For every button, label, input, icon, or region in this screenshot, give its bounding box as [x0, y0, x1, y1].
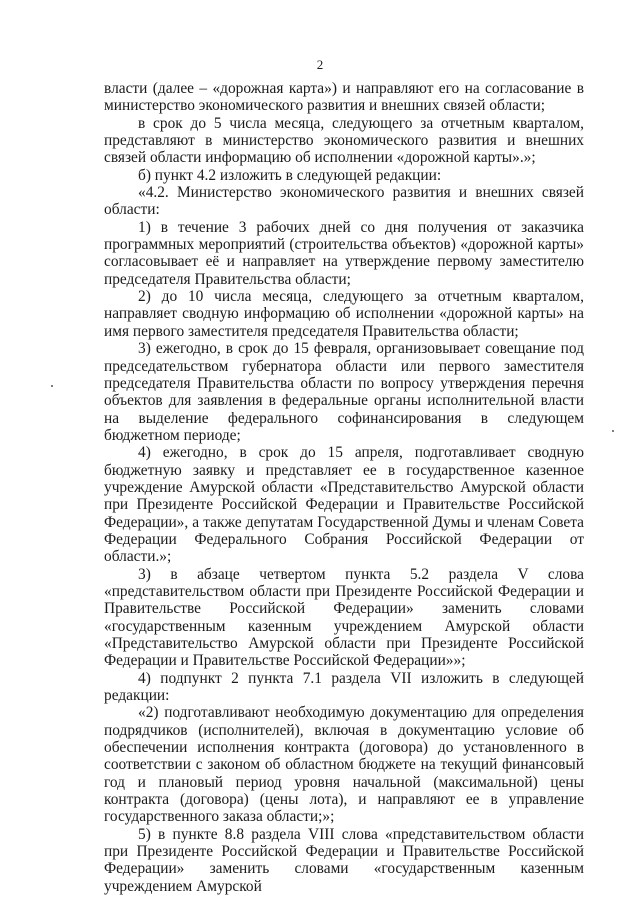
paragraph: 4) подпункт 2 пункта 7.1 раздела VII изложить в следующей редакции:: [104, 669, 584, 705]
paragraph: 5) в пункте 8.8 раздела VIII слова «представительством области при Президенте Российской Федерации и Правительстве Российской Федерации» заменить словами «государственным казенным учреждением Амурской: [104, 825, 584, 895]
paragraph: в срок до 5 числа месяца, следующего за отчетным кварталом, представляют в министерство экономического развития и внешних связей области информацию об исполнении «дорожной карты».»;: [104, 114, 584, 167]
scan-speck: [51, 385, 53, 387]
paragraph: 1) в течение 3 рабочих дней со дня получения от заказчика программных мероприятий (строительства объектов) «дорожной карты» согласовывает её и направляет на утверждение первому заместителю председателя Правительства области;: [104, 218, 584, 288]
paragraph: власти (далее – «дорожная карта») и направляют его на согласование в министерство экономического развития и внешних связей области;: [104, 80, 584, 115]
scan-speck: [612, 430, 614, 432]
paragraph: 3) в абзаце четвертом пункта 5.2 раздела V слова «представительством области при Президенте Российской Федерации и Правительстве Российской Федерации» заменить словами «государственным казенным учреждением Амурской области «Представительство Амурской области при Президенте Российской Федерации и Правительстве Российской Федерации»»;: [104, 565, 584, 670]
paragraph: «4.2. Министерство экономического развития и внешних связей области:: [104, 184, 584, 219]
document-body: [104, 80, 584, 895]
paragraph: 4) ежегодно, в срок до 15 апреля, подготавливает сводную бюджетную заявку и представляет ее в государственное казенное учреждение Амурской области «Представительство Амурской области при Президенте Российской Федерации и Правительстве Российской Федерации», а также депутатам Государственной Думы и членам Совета Федерации Федерального Собрания Российской Федерации от области.»;: [104, 444, 584, 566]
page-number: 2: [316, 57, 324, 72]
paragraph: «2) подготавливают необходимую документацию для определения подрядчиков (исполнителей), включая в документацию условие об обеспечении исполнения контракта (договора) до установленного в соответствии с законом об областном бюджете на текущий финансовый год и плановый период уровня начальной (максимальной) цены контракта (договора) (цены лота), и направляют ее в управление государственного заказа области;»;: [104, 704, 584, 826]
paragraph: 2) до 10 числа месяца, следующего за отчетным кварталом, направляет сводную информацию об исполнении «дорожной карты» на имя первого заместителя председателя Правительства области;: [104, 288, 584, 340]
paragraph: б) пункт 4.2 изложить в следующей редакции:: [138, 166, 442, 184]
paragraph: 3) ежегодно, в срок до 15 февраля, организовывает совещание под председательством губернатора области или первого заместителя председателя Правительства области по вопросу утверждения перечня объектов для заявления в федеральные органы исполнительной власти на выделение федерального софинансирования в следующем бюджетном периоде;: [104, 340, 584, 444]
